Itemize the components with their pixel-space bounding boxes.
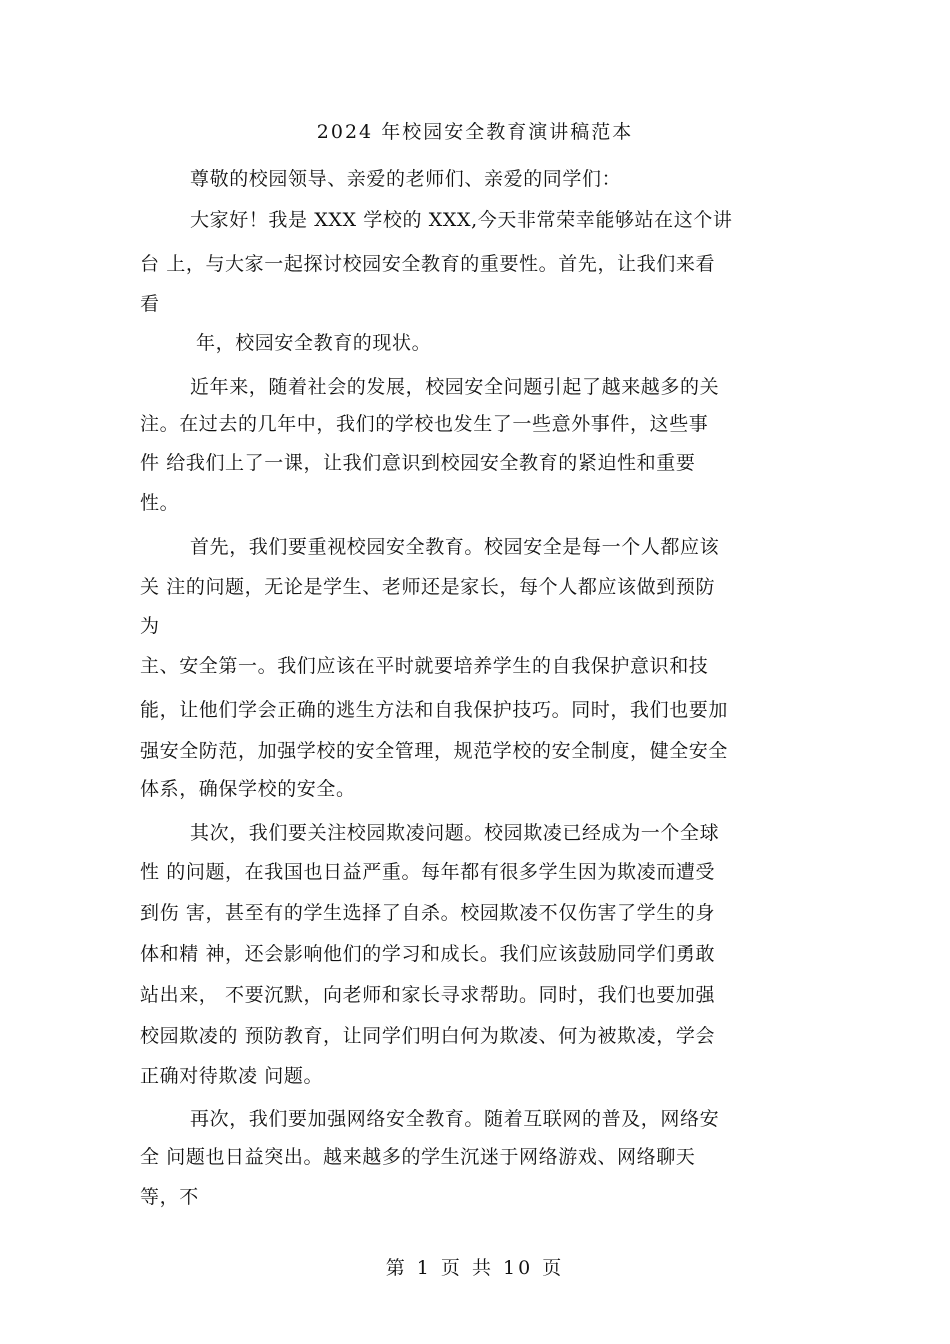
- paragraph-line: 年，校园安全教育的现状。: [196, 332, 432, 354]
- paragraph-line: 台 上，与大家一起探讨校园安全教育的重要性。首先，让我们来看: [140, 253, 716, 275]
- paragraph-line: 关 注的问题，无论是学生、老师还是家长，每个人都应该做到预防: [140, 576, 716, 598]
- paragraph-line: 等，不: [140, 1186, 199, 1208]
- paragraph-line: 能，让他们学会正确的逃生方法和自我保护技巧。同时，我们也要加: [140, 699, 729, 721]
- paragraph-line: 性 的问题，在我国也日益严重。每年都有很多学生因为欺凌而遭受: [140, 861, 716, 883]
- paragraph-line: 体和精 神，还会影响他们的学习和成长。我们应该鼓励同学们勇敢: [140, 943, 716, 965]
- paragraph-line: 全 问题也日益突出。越来越多的学生沉迷于网络游戏、网络聊天: [140, 1146, 696, 1168]
- paragraph-line: 校园欺凌的 预防教育，让同学们明白何为欺凌、何为被欺凌，学会: [140, 1025, 716, 1047]
- paragraph-line: 其次，我们要关注校园欺凌问题。校园欺凌已经成为一个全球: [190, 822, 720, 844]
- page-number: 第 1 页 共 10 页: [385, 1257, 565, 1279]
- salutation-line: 尊敬的校园领导、亲爱的老师们、亲爱的同学们：: [190, 168, 622, 190]
- paragraph-line: 再次，我们要加强网络安全教育。随着互联网的普及，网络安: [190, 1108, 720, 1130]
- paragraph-line: 近年来，随着社会的发展，校园安全问题引起了越来越多的关: [190, 376, 720, 398]
- paragraph-line: 大家好！我是 XXX 学校的 XXX,今天非常荣幸能够站在这个讲: [190, 209, 733, 231]
- paragraph-line: 注。在过去的几年中，我们的学校也发生了一些意外事件，这些事: [140, 413, 709, 435]
- paragraph-line: 件 给我们上了一课，让我们意识到校园安全教育的紧迫性和重要: [140, 452, 696, 474]
- paragraph-line: 体系，确保学校的安全。: [140, 778, 356, 800]
- paragraph-line: 到伤 害，甚至有的学生选择了自杀。校园欺凌不仅伤害了学生的身: [140, 902, 716, 924]
- paragraph-line: 看: [140, 293, 160, 315]
- document-title: 2024 年校园安全教育演讲稿范本: [316, 121, 634, 143]
- paragraph-line: 主、安全第一。我们应该在平时就要培养学生的自我保护意识和技: [140, 655, 709, 677]
- paragraph-line: 站出来， 不要沉默，向老师和家长寻求帮助。同时，我们也要加强: [140, 984, 716, 1006]
- paragraph-line: 性。: [140, 492, 180, 514]
- paragraph-line: 首先，我们要重视校园安全教育。校园安全是每一个人都应该: [190, 536, 720, 558]
- paragraph-line: 强安全防范，加强学校的安全管理，规范学校的安全制度，健全安全: [140, 740, 729, 762]
- paragraph-line: 正确对待欺凌 问题。: [140, 1065, 324, 1087]
- paragraph-line: 为: [140, 615, 160, 637]
